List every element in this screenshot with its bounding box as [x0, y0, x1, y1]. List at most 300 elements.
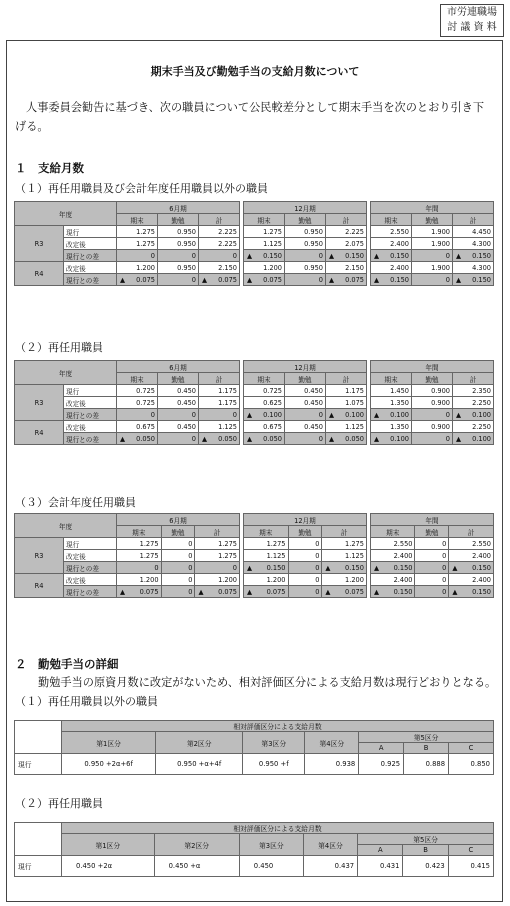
table-cell: 1.200 — [195, 574, 240, 586]
row-label: 改定後 — [64, 397, 117, 409]
diff-cell — [158, 274, 199, 286]
table-cell: 1.125 — [243, 550, 288, 562]
cell-value: 0 — [442, 587, 447, 596]
kinben-table-2 — [14, 822, 494, 877]
diff-cell — [326, 409, 367, 421]
table-cell: 1.275 — [117, 238, 158, 250]
cell-value: 0.075 — [266, 587, 286, 596]
table-cell: 0.450 — [158, 421, 199, 433]
cell-value: 0 — [318, 251, 323, 260]
cell-value: 0.075 — [345, 587, 364, 596]
year-r3-cell: R3 — [15, 538, 64, 574]
diff-cell — [453, 274, 494, 286]
period-6-header: 6月期 — [117, 361, 240, 373]
diff-cell — [412, 250, 453, 262]
cell-value: 0 — [191, 410, 196, 419]
cell-value: 0 — [191, 251, 196, 260]
diff-cell — [453, 250, 494, 262]
table-cell: 0.950 — [158, 226, 199, 238]
diff-cell — [370, 586, 415, 598]
row-label: 現行との差 — [64, 586, 117, 598]
diff-cell — [326, 274, 367, 286]
diff-cell — [158, 433, 199, 445]
section-2-heading: ２ 勤勉手当の詳細 — [15, 657, 119, 671]
kubun-1-header: 第1区分 — [62, 732, 156, 754]
kei-header: 計 — [453, 214, 494, 226]
table-cell: 0.900 — [412, 385, 453, 397]
table-cell: 2.225 — [199, 226, 240, 238]
cell-value: 0.150 — [472, 251, 491, 260]
diff-cell — [199, 250, 240, 262]
kei-header: 計 — [326, 214, 367, 226]
table-cell: 1.350 — [371, 397, 412, 409]
intro-paragraph: 人事委員会勧告に基づき、次の職員について公民較差分として期末手当を次のとおり引き下げる。 — [15, 101, 485, 133]
diff-cell — [199, 433, 240, 445]
kei-header: 計 — [199, 373, 240, 385]
triangle-marker: ▲ — [329, 434, 335, 443]
cell-value: 0.150 — [472, 587, 491, 596]
table-cell: 0 — [288, 550, 322, 562]
stamp-line-1: 市労連職場 — [447, 7, 497, 18]
row-label: 現行との差 — [64, 433, 117, 445]
table-cell: 0.850 — [449, 754, 494, 775]
kinben-header: 勤勉 — [161, 526, 195, 538]
table-cell: 0.950 +α+4f — [156, 754, 243, 775]
cell-value: 0 — [150, 410, 155, 419]
stamp-line-2: 討 議 資 料 — [447, 22, 497, 33]
row-label: 現行との差 — [64, 562, 117, 574]
table-cell: 0.950 — [285, 262, 326, 274]
table-cell: 1.125 — [326, 421, 367, 433]
cell-value: 0 — [318, 275, 323, 284]
kubun-5b-header: B — [404, 743, 449, 754]
cell-value: 0 — [318, 410, 323, 419]
table-cell: 2.400 — [449, 550, 494, 562]
table-cell: 2.150 — [199, 262, 240, 274]
diff-cell — [412, 433, 453, 445]
diff-cell — [288, 586, 322, 598]
table-cell: 2.075 — [326, 238, 367, 250]
kubun-5-header: 第5区分 — [358, 834, 494, 845]
diff-cell — [117, 586, 162, 598]
table-cell: 0 — [161, 574, 195, 586]
diff-cell — [326, 433, 367, 445]
nendo-header: 年度 — [15, 361, 117, 385]
cell-value: 0.150 — [390, 275, 409, 284]
table-cell: 1.125 — [199, 421, 240, 433]
kubun-2-header: 第2区分 — [154, 834, 239, 856]
kinben-header: 勤勉 — [285, 373, 326, 385]
diff-cell — [453, 409, 494, 421]
table-cell: 0.437 — [303, 856, 357, 877]
kubun-3-header: 第3区分 — [243, 732, 305, 754]
period-6-header: 6月期 — [117, 202, 240, 214]
table-cell: 2.400 — [371, 238, 412, 250]
kubun-2-header: 第2区分 — [156, 732, 243, 754]
cell-value: 0.075 — [263, 275, 282, 284]
table-cell: 2.550 — [449, 538, 494, 550]
row-label: 改定後 — [64, 574, 117, 586]
diff-cell — [158, 250, 199, 262]
table-cell: 0.900 — [412, 421, 453, 433]
nendo-header: 年度 — [15, 202, 117, 226]
table-cell: 1.175 — [326, 385, 367, 397]
table-cell: 1.200 — [322, 574, 367, 586]
diff-cell — [285, 433, 326, 445]
diff-cell — [326, 250, 367, 262]
cell-value: 0.150 — [472, 563, 491, 572]
cell-value: 0.075 — [136, 275, 155, 284]
cell-value: 0 — [150, 251, 155, 260]
kei-header: 計 — [453, 373, 494, 385]
cell-value: 0 — [232, 410, 237, 419]
cell-value: 0 — [315, 563, 320, 572]
triangle-marker: ▲ — [374, 275, 380, 284]
table-cell: 1.075 — [326, 397, 367, 409]
kinben-header: 勤勉 — [158, 214, 199, 226]
cell-value: 0.150 — [390, 251, 409, 260]
cell-value: 0 — [188, 587, 193, 596]
table-cell: 0.675 — [117, 421, 158, 433]
triangle-marker: ▲ — [247, 410, 253, 419]
row-label: 現行との差 — [64, 274, 117, 286]
kimatsu-header: 期末 — [371, 214, 412, 226]
cell-value: 0.150 — [345, 251, 364, 260]
kinben-table-2-heading: （２）再任用職員 — [15, 797, 103, 810]
diff-cell — [117, 409, 158, 421]
kinben-header: 勤勉 — [158, 373, 199, 385]
triangle-marker: ▲ — [373, 587, 380, 596]
t1-payment-table — [14, 201, 494, 286]
triangle-marker: ▲ — [246, 563, 253, 572]
kimatsu-header: 期末 — [244, 373, 285, 385]
cell-value: 0 — [442, 563, 447, 572]
kei-header: 計 — [326, 373, 367, 385]
table-cell: 1.200 — [244, 262, 285, 274]
triangle-marker: ▲ — [456, 410, 462, 419]
row-label: 現行 — [64, 538, 117, 550]
table-cell: 1.275 — [243, 538, 288, 550]
diff-cell — [371, 433, 412, 445]
table-cell: 0.725 — [117, 385, 158, 397]
diff-cell — [161, 562, 195, 574]
table-cell: 0.450 +2α — [62, 856, 155, 877]
cell-value: 0.050 — [345, 434, 364, 443]
triangle-marker: ▲ — [120, 434, 126, 443]
kinben-header: 勤勉 — [412, 373, 453, 385]
kubun-1-header: 第1区分 — [62, 834, 155, 856]
row-label: 改定後 — [64, 550, 117, 562]
nendo-header: 年度 — [15, 514, 117, 538]
table-cell: 0.450 — [285, 385, 326, 397]
table-cell: 0 — [415, 538, 449, 550]
cell-value: 0.150 — [393, 563, 413, 572]
triangle-marker: ▲ — [373, 563, 380, 572]
cell-value: 0.100 — [263, 410, 282, 419]
table-cell: 2.550 — [371, 226, 412, 238]
cell-value: 0 — [445, 275, 450, 284]
cell-value: 0 — [232, 563, 237, 572]
table-cell: 1.275 — [117, 538, 162, 550]
kinben-title-cell: 相対評価区分による支給月数 — [62, 721, 494, 732]
kimatsu-header: 期末 — [244, 214, 285, 226]
kimatsu-header: 期末 — [370, 526, 415, 538]
table-cell: 0.725 — [244, 385, 285, 397]
cell-value: 0 — [318, 434, 323, 443]
section-2-text: 勤勉手当の原資月数に改定がないため、相対評価区分による支給月数は現行どおりとなる。 — [38, 676, 497, 689]
cell-value: 0 — [445, 251, 450, 260]
diff-cell — [243, 586, 288, 598]
cell-value: 0.100 — [472, 434, 491, 443]
triangle-marker: ▲ — [325, 587, 331, 596]
diff-cell — [412, 409, 453, 421]
cell-value: 0.150 — [345, 563, 364, 572]
kimatsu-header: 期末 — [117, 214, 158, 226]
table-cell: 0.450 — [239, 856, 303, 877]
table-cell: 0.950 — [285, 226, 326, 238]
triangle-marker: ▲ — [202, 275, 208, 284]
triangle-marker: ▲ — [456, 434, 462, 443]
row-label-genko: 現行 — [15, 856, 62, 877]
diff-cell — [285, 409, 326, 421]
diff-cell — [158, 409, 199, 421]
kei-header: 計 — [199, 214, 240, 226]
triangle-marker: ▲ — [374, 410, 380, 419]
table-cell: 2.400 — [449, 574, 494, 586]
table-cell: 2.250 — [453, 397, 494, 409]
table-cell: 2.250 — [453, 421, 494, 433]
kinben-header: 勤勉 — [415, 526, 449, 538]
kubun-3-header: 第3区分 — [239, 834, 303, 856]
discussion-stamp — [440, 4, 504, 37]
table-1-heading: （１）再任用職員及び会計年度任用職員以外の職員 — [15, 182, 268, 195]
cell-value: 0.100 — [472, 410, 491, 419]
diff-cell — [117, 562, 162, 574]
period-12-header: 12月期 — [244, 361, 367, 373]
cell-value: 0.100 — [345, 410, 364, 419]
table-2-heading: （２）再任用職員 — [15, 341, 103, 354]
cell-value: 0.100 — [390, 434, 409, 443]
table-cell: 0.900 — [412, 397, 453, 409]
triangle-marker: ▲ — [202, 434, 208, 443]
table-cell: 2.550 — [370, 538, 415, 550]
table-cell: 1.275 — [322, 538, 367, 550]
table-cell: 0.675 — [244, 421, 285, 433]
diff-cell — [449, 586, 494, 598]
table-cell: 1.275 — [117, 550, 162, 562]
diff-cell — [412, 274, 453, 286]
cell-value: 0.075 — [345, 275, 364, 284]
cell-value: 0.100 — [390, 410, 409, 419]
cell-value: 0 — [191, 434, 196, 443]
kubun-5a-header: A — [359, 743, 404, 754]
table-cell: 1.125 — [322, 550, 367, 562]
table-cell: 0.938 — [305, 754, 359, 775]
cell-value: 0 — [232, 251, 237, 260]
row-label: 現行との差 — [64, 250, 117, 262]
cell-value: 0 — [445, 434, 450, 443]
table-cell: 2.225 — [199, 238, 240, 250]
diff-cell — [117, 250, 158, 262]
kimatsu-header: 期末 — [117, 526, 162, 538]
period-12-header: 12月期 — [244, 202, 367, 214]
table-cell: 2.150 — [326, 262, 367, 274]
triangle-marker: ▲ — [329, 410, 335, 419]
table-cell: 2.350 — [453, 385, 494, 397]
diff-cell — [453, 433, 494, 445]
cell-value: 0 — [154, 563, 159, 572]
table-cell: 0.450 — [285, 421, 326, 433]
table-cell: 0.423 — [403, 856, 448, 877]
diff-cell — [322, 586, 367, 598]
diff-cell — [199, 274, 240, 286]
table-cell: 0 — [161, 538, 195, 550]
diff-cell — [243, 562, 288, 574]
cell-value: 0.050 — [263, 434, 282, 443]
document-title: 期末手当及び勤勉手当の支給月数について — [150, 65, 360, 78]
kinben-header: 勤勉 — [285, 214, 326, 226]
kinben-table-1 — [14, 720, 494, 775]
diff-cell — [371, 409, 412, 421]
kinben-title-cell: 相対評価区分による支給月数 — [62, 823, 494, 834]
kubun-5b-header: B — [403, 845, 448, 856]
period-year-header: 年間 — [370, 514, 493, 526]
diff-cell — [117, 433, 158, 445]
cell-value: 0.050 — [136, 434, 155, 443]
diff-cell — [195, 586, 240, 598]
triangle-marker: ▲ — [374, 251, 380, 260]
kinben-header: 勤勉 — [412, 214, 453, 226]
table-cell: 1.275 — [195, 538, 240, 550]
year-r4-cell: R4 — [15, 262, 64, 286]
kubun-5c-header: C — [449, 743, 494, 754]
section-1-heading: １ 支給月数 — [15, 161, 84, 175]
table-cell: 0.450 +α — [154, 856, 239, 877]
year-r4-cell: R4 — [15, 574, 64, 598]
kei-header: 計 — [322, 526, 367, 538]
row-label: 現行 — [64, 385, 117, 397]
row-label: 改定後 — [64, 262, 117, 274]
table-cell: 0.725 — [117, 397, 158, 409]
diff-cell — [244, 274, 285, 286]
diff-cell — [371, 250, 412, 262]
triangle-marker: ▲ — [247, 434, 253, 443]
year-r4-cell: R4 — [15, 421, 64, 445]
triangle-marker: ▲ — [329, 251, 335, 260]
table-cell: 1.275 — [195, 550, 240, 562]
cell-value: 0 — [191, 275, 196, 284]
diff-cell — [117, 274, 158, 286]
diff-cell — [285, 250, 326, 262]
table-cell: 0.450 — [158, 385, 199, 397]
table-cell: 4.450 — [453, 226, 494, 238]
table-cell: 2.400 — [370, 574, 415, 586]
triangle-marker: ▲ — [325, 563, 331, 572]
table-cell: 2.400 — [370, 550, 415, 562]
diff-cell — [244, 409, 285, 421]
kubun-5a-header: A — [358, 845, 403, 856]
table-cell: 1.900 — [412, 238, 453, 250]
table-cell: 1.900 — [412, 262, 453, 274]
kubun-5-header: 第5区分 — [359, 732, 494, 743]
diff-cell — [199, 409, 240, 421]
table-cell: 0.950 — [158, 262, 199, 274]
table-cell: 0 — [415, 550, 449, 562]
diff-cell — [371, 274, 412, 286]
triangle-marker: ▲ — [452, 563, 458, 572]
cell-value: 0 — [188, 563, 193, 572]
table-cell: 2.225 — [326, 226, 367, 238]
diff-cell — [322, 562, 367, 574]
table-cell: 4.300 — [453, 262, 494, 274]
table-cell: 0.950 +f — [243, 754, 305, 775]
table-cell: 1.350 — [371, 421, 412, 433]
triangle-marker: ▲ — [120, 587, 126, 596]
table-cell: 0.925 — [359, 754, 404, 775]
t3-payment-table — [14, 513, 494, 598]
diff-cell — [161, 586, 195, 598]
year-r3-cell: R3 — [15, 385, 64, 421]
corner-cell — [15, 823, 62, 856]
cell-value: 0 — [315, 587, 320, 596]
table-cell: 0.888 — [404, 754, 449, 775]
corner-cell — [15, 721, 62, 754]
kei-header: 計 — [195, 526, 240, 538]
diff-cell — [195, 562, 240, 574]
row-label-genko: 現行 — [15, 754, 62, 775]
cell-value: 0.150 — [393, 587, 413, 596]
table-cell: 0 — [288, 538, 322, 550]
diff-cell — [244, 433, 285, 445]
cell-value: 0.050 — [218, 434, 237, 443]
cell-value: 0.075 — [218, 587, 237, 596]
cell-value: 0.075 — [139, 587, 159, 596]
triangle-marker: ▲ — [120, 275, 126, 284]
period-year-header: 年間 — [371, 202, 494, 214]
table-cell: 0 — [415, 574, 449, 586]
period-6-header: 6月期 — [117, 514, 240, 526]
triangle-marker: ▲ — [456, 275, 462, 284]
diff-cell — [285, 274, 326, 286]
kinben-header: 勤勉 — [288, 526, 322, 538]
kubun-4-header: 第4区分 — [303, 834, 357, 856]
table-cell: 1.450 — [371, 385, 412, 397]
table-cell: 0 — [288, 574, 322, 586]
cell-value: 0.075 — [218, 275, 237, 284]
cell-value: 0 — [445, 410, 450, 419]
table-cell: 1.125 — [244, 238, 285, 250]
triangle-marker: ▲ — [198, 587, 204, 596]
row-label: 改定後 — [64, 421, 117, 433]
kinben-table-1-heading: （１）再任用職員以外の職員 — [15, 695, 158, 708]
kimatsu-header: 期末 — [243, 526, 288, 538]
period-year-header: 年間 — [371, 361, 494, 373]
triangle-marker: ▲ — [247, 275, 253, 284]
kei-header: 計 — [449, 526, 494, 538]
table-cell: 2.400 — [371, 262, 412, 274]
triangle-marker: ▲ — [329, 275, 335, 284]
table-cell: 0.415 — [448, 856, 493, 877]
table-cell: 1.200 — [117, 262, 158, 274]
table-cell: 1.175 — [199, 397, 240, 409]
row-label: 改定後 — [64, 238, 117, 250]
t2-payment-table — [14, 360, 494, 445]
year-r3-cell: R3 — [15, 226, 64, 262]
triangle-marker: ▲ — [247, 251, 253, 260]
diff-cell — [415, 562, 449, 574]
table-cell: 1.275 — [244, 226, 285, 238]
diff-cell — [244, 250, 285, 262]
